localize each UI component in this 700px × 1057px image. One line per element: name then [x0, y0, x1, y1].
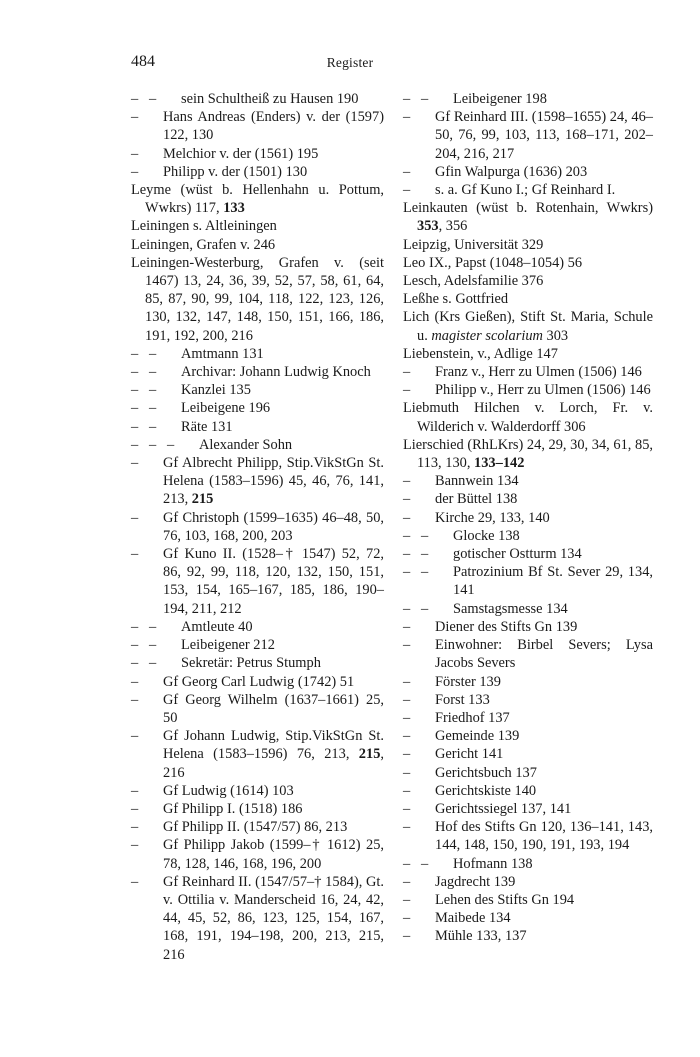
entry-dash: – [131, 655, 139, 672]
index-entry [403, 272, 653, 290]
entry-text: Leiningen, Grafen v. 246 [131, 236, 276, 253]
index-entry [131, 145, 384, 163]
index-entry [131, 217, 384, 235]
index-entry [403, 727, 653, 745]
index-entry [131, 108, 384, 144]
entry-text: Lehen des Stifts Gn 194 [435, 891, 575, 908]
index-entry [403, 764, 653, 782]
running-title: Register [326, 55, 374, 70]
entry-text: Philipp v., Herr zu Ulmen (1506) 146 [435, 382, 651, 399]
entry-dash: – [149, 418, 157, 435]
entry-text: sein Schultheiß zu Hausen 190 [181, 91, 359, 107]
entry-dash: – [149, 436, 157, 453]
entry-dash: – [403, 764, 411, 781]
entry-dash: – [131, 163, 139, 180]
entry-text: Gf Reinhard II. (1547/57–† 1584), Gt. v. Ottilia v. Manderscheid 16, 24, 42, 44, 45, 52, 86, 123, 125, 154, 167, 168, 191, 194–198, 200, 213, 215, 216 [163, 873, 384, 963]
index-entry [131, 800, 384, 818]
index-entry [403, 199, 653, 235]
entry-text: Gf Reinhard III. (1598–1655) 24, 46–50, 76, 99, 103, 113, 168–171, 202–204, 216, 217 [435, 109, 653, 162]
index-entry [131, 509, 384, 545]
index-entry [131, 654, 384, 672]
entry-dash: – [403, 891, 411, 908]
entry-dash: – [149, 91, 157, 107]
entry-dash: – [131, 418, 139, 435]
entry-dash: – [421, 600, 429, 617]
index-entry [403, 691, 653, 709]
index-entry [131, 181, 384, 217]
entry-text: der Büttel 138 [435, 491, 518, 508]
entry-dash: – [403, 746, 411, 763]
entry-dash: – [403, 618, 411, 635]
index-entry [131, 691, 384, 727]
index-entry [403, 181, 653, 199]
entry-dash: – [149, 345, 157, 362]
index-entry [403, 399, 653, 435]
entry-text: Lich (Krs Gießen), Stift St. Maria, Schule u. [403, 309, 653, 344]
index-entry [403, 254, 653, 272]
entry-text: Gerichtskiste 140 [435, 782, 537, 799]
index-entry [403, 618, 653, 636]
entry-text: Kanzlei 135 [181, 382, 251, 399]
entry-text: Leyme (wüst b. Hellenhahn u. Pottum, Wwkrs) 117, [131, 182, 384, 217]
index-entry [131, 254, 384, 345]
entry-dash: – [403, 873, 411, 890]
entry-dash: – [131, 509, 139, 526]
entry-text: Gf Philipp II. (1547/57) 86, 213 [163, 819, 348, 836]
entry-text: Gf Philipp Jakob (1599–† 1612) 25, 78, 128, 146, 168, 196, 200 [163, 837, 384, 872]
entry-dash: – [131, 800, 139, 817]
entry-text: Forst 133 [435, 691, 490, 708]
entry-dash: – [131, 345, 139, 362]
entry-dash: – [403, 182, 411, 199]
entry-text: , 216 [163, 746, 384, 781]
index-entry [131, 782, 384, 800]
entry-dash: – [131, 618, 139, 635]
entry-dash: – [403, 709, 411, 726]
index-entry [131, 618, 384, 636]
entry-page-ref-bold: 353 [417, 218, 439, 235]
entry-text: s. a. Gf Kuno I.; Gf Reinhard I. [435, 182, 616, 199]
entry-text: gotischer Ostturm 134 [453, 546, 582, 563]
entry-dash: – [131, 728, 139, 745]
entry-text: Alexander Sohn [199, 436, 293, 453]
index-column-left [131, 90, 384, 964]
entry-text: Melchior v. der (1561) 195 [163, 145, 319, 162]
entry-dash: – [131, 382, 139, 399]
entry-text: Amtleute 40 [181, 618, 253, 635]
entry-text: , 356 [438, 218, 468, 235]
entry-text: Leibeigener 212 [181, 637, 275, 654]
entry-dash: – [421, 91, 429, 107]
index-entry [131, 727, 384, 782]
entry-dash: – [149, 655, 157, 672]
index-entry [403, 818, 653, 854]
index-entry [403, 800, 653, 818]
entry-text: Leinkauten (wüst b. Rotenhain, Wwkrs) [403, 200, 653, 217]
index-entry [131, 818, 384, 836]
entry-text: Friedhof 137 [435, 709, 510, 726]
index-entry [403, 90, 653, 108]
index-entry [403, 563, 653, 599]
entry-text: Gericht 141 [435, 746, 504, 763]
index-entry [403, 163, 653, 181]
index-entry [403, 891, 653, 909]
entry-text: Gf Johann Ludwig, Stip.VikStGn St. Helena (1583–1596) 76, 213, [163, 728, 384, 763]
entry-dash: – [421, 564, 429, 581]
index-entry [131, 636, 384, 654]
entry-dash: – [403, 364, 411, 381]
index-entry [403, 236, 653, 254]
entry-text: Liebenstein, v., Adlige 147 [403, 345, 558, 362]
entry-dash: – [403, 564, 411, 581]
entry-text: Jagdrecht 139 [435, 873, 516, 890]
entry-text: Philipp v. der (1501) 130 [163, 163, 308, 180]
entry-text: Glocke 138 [453, 527, 520, 544]
index-entry [403, 909, 653, 927]
index-entry [403, 673, 653, 691]
entry-text: Gf Georg Carl Ludwig (1742) 51 [163, 673, 355, 690]
entry-text: Leibeigene 196 [181, 400, 271, 417]
entry-dash: – [167, 436, 175, 453]
entry-text: Sekretär: Petrus Stumph [181, 655, 321, 672]
index-entry [131, 381, 384, 399]
index-entry [403, 782, 653, 800]
entry-text: Bannwein 134 [435, 473, 519, 490]
entry-text: Gf Philipp I. (1518) 186 [163, 800, 303, 817]
entry-dash: – [403, 546, 411, 563]
index-entry [403, 363, 653, 381]
index-entry [403, 490, 653, 508]
index-column-right [403, 90, 653, 946]
entry-text: Archivar: Johann Ludwig Knoch [181, 364, 371, 381]
entry-dash: – [403, 637, 411, 654]
index-entry [403, 745, 653, 763]
entry-text: Leiningen-Westerburg, Grafen v. (seit 1467) 13, 24, 36, 39, 52, 57, 58, 61, 64, 85, 87, 90, 99, 104, 118, 122, 123, 126, 130, 132, 147, 148, 150, 151, 166, 186, 191, 192, 200, 216 [131, 254, 384, 344]
index-entry [403, 545, 653, 563]
index-entry [403, 345, 653, 363]
index-entry [131, 163, 384, 181]
index-entry [403, 709, 653, 727]
entry-text: Maibede 134 [435, 910, 511, 927]
entry-text: Gf Ludwig (1614) 103 [163, 782, 294, 799]
entry-text: Räte 131 [181, 418, 233, 435]
index-entry [131, 873, 384, 964]
entry-text: Einwohner: Birbel Severs; Lysa Jacobs Severs [435, 637, 653, 672]
entry-dash: – [421, 855, 429, 872]
index-entry [403, 927, 653, 945]
entry-dash: – [131, 637, 139, 654]
entry-dash: – [403, 382, 411, 399]
entry-dash: – [403, 800, 411, 817]
index-entry [403, 509, 653, 527]
index-entry [131, 454, 384, 509]
index-entry [403, 308, 653, 344]
entry-text: Lierschied (RhLKrs) 24, 29, 30, 34, 61, 85, 113, 130, [403, 436, 653, 472]
entry-text: Hofmann 138 [453, 855, 533, 872]
index-entry [131, 90, 384, 108]
index-entry [403, 381, 653, 399]
entry-text: Leiningen s. Altleiningen [131, 218, 277, 235]
entry-dash: – [131, 691, 139, 708]
entry-text: Samstagsmesse 134 [453, 600, 568, 617]
index-entry [131, 673, 384, 691]
entry-dash: – [421, 527, 429, 544]
entry-text: Patrozinium Bf St. Sever 29, 134, 141 [453, 564, 653, 599]
entry-text: Franz v., Herr zu Ulmen (1506) 146 [435, 364, 642, 381]
index-entry [131, 236, 384, 254]
index-entry [131, 836, 384, 872]
entry-text-italic: magister scolarium [431, 327, 543, 344]
entry-dash: – [403, 109, 411, 126]
entry-text: Förster 139 [435, 673, 501, 690]
index-entry [403, 873, 653, 891]
entry-dash: – [149, 400, 157, 417]
entry-dash: – [403, 819, 411, 836]
entry-text: Kirche 29, 133, 140 [435, 509, 550, 526]
entry-dash: – [403, 691, 411, 708]
entry-dash: – [131, 91, 139, 107]
entry-text: Mühle 133, 137 [435, 928, 527, 945]
index-entry [403, 855, 653, 873]
entry-dash: – [421, 546, 429, 563]
entry-dash: – [131, 819, 139, 836]
index-entry [131, 363, 384, 381]
entry-dash: – [403, 855, 411, 872]
entry-page-ref-bold: 215 [358, 746, 381, 763]
entry-dash: – [403, 491, 411, 508]
index-entry [403, 636, 653, 672]
entry-dash: – [403, 928, 411, 945]
entry-dash: – [403, 163, 411, 180]
entry-page-ref-bold: 133–142 [474, 455, 525, 472]
entry-text: Gf Kuno II. (1528–† 1547) 52, 72, 86, 92, 99, 118, 120, 132, 150, 151, 153, 154, 165–167, 185, 186, 190–194, 211, 212 [163, 546, 384, 617]
entry-dash: – [403, 91, 411, 107]
entry-dash: – [131, 837, 139, 854]
entry-page-ref-bold: 215 [191, 491, 214, 508]
entry-dash: – [131, 145, 139, 162]
index-entry [403, 600, 653, 618]
entry-text: Gerichtssiegel 137, 141 [435, 800, 572, 817]
entry-dash: – [403, 728, 411, 745]
index-entry [131, 345, 384, 363]
entry-dash: – [131, 109, 139, 126]
index-entry [403, 436, 653, 472]
entry-dash: – [403, 509, 411, 526]
entry-text: Gfin Walpurga (1636) 203 [435, 163, 588, 180]
entry-dash: – [131, 546, 139, 563]
entry-dash: – [149, 382, 157, 399]
entry-dash: – [131, 436, 139, 453]
entry-dash: – [131, 673, 139, 690]
entry-dash: – [403, 600, 411, 617]
entry-dash: – [149, 637, 157, 654]
entry-text: Hans Andreas (Enders) v. der (1597) 122, 130 [163, 109, 384, 144]
entry-text: Leibeigener 198 [453, 91, 547, 107]
entry-text: Amtmann 131 [181, 345, 264, 362]
entry-dash: – [403, 673, 411, 690]
entry-dash: – [131, 400, 139, 417]
entry-text: Leipzig, Universität 329 [403, 236, 544, 253]
entry-text: 303 [542, 327, 569, 344]
entry-text: Gerichtsbuch 137 [435, 764, 537, 781]
entry-page-ref-bold: 133 [223, 200, 245, 217]
entry-text: Leo IX., Papst (1048–1054) 56 [403, 254, 583, 271]
entry-text: Liebmuth Hilchen v. Lorch, Fr. v. Wilderich v. Walderdorff 306 [403, 400, 653, 435]
entry-text: Gf Christoph (1599–1635) 46–48, 50, 76, 103, 168, 200, 203 [163, 509, 384, 544]
entry-text: Gf Georg Wilhelm (1637–1661) 25, 50 [163, 691, 384, 726]
page-number: 484 [131, 53, 155, 70]
index-entry [403, 527, 653, 545]
index-entry [403, 290, 653, 308]
index-entry [403, 472, 653, 490]
index-entry [131, 436, 384, 454]
entry-dash: – [403, 527, 411, 544]
entry-dash: – [131, 873, 139, 890]
entry-text: Hof des Stifts Gn 120, 136–141, 143, 144, 148, 150, 190, 191, 193, 194 [435, 819, 653, 854]
index-entry [131, 545, 384, 618]
entry-dash: – [131, 455, 139, 472]
entry-dash: – [149, 618, 157, 635]
entry-text: Gemeinde 139 [435, 728, 520, 745]
entry-text: Lesch, Adelsfamilie 376 [403, 273, 544, 290]
entry-dash: – [403, 473, 411, 490]
entry-text: Gf Albrecht Philipp, Stip.VikStGn St. Helena (1583–1596) 45, 46, 76, 141, 213, [163, 455, 384, 508]
entry-dash: – [131, 364, 139, 381]
entry-dash: – [403, 910, 411, 927]
index-entry [131, 399, 384, 417]
entry-dash: – [131, 782, 139, 799]
entry-text: Diener des Stifts Gn 139 [435, 618, 578, 635]
index-entry [131, 418, 384, 436]
entry-dash: – [149, 364, 157, 381]
index-entry [403, 108, 653, 163]
entry-dash: – [403, 782, 411, 799]
entry-text: Leßhe s. Gottfried [403, 291, 509, 308]
